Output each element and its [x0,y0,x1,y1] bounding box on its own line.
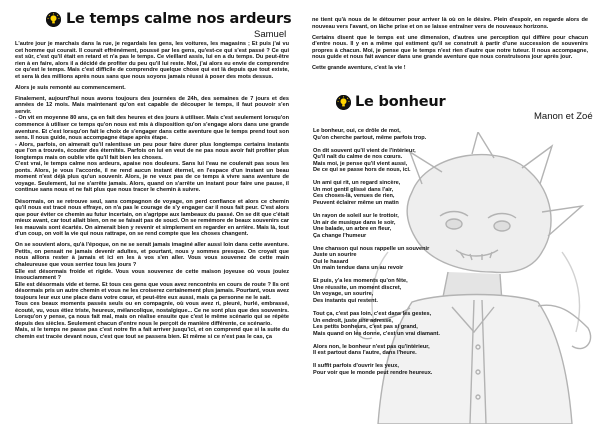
poem-line: Un ami qui rit, un regard sincère, [313,180,401,187]
poem-line: Alors non, le bonheur n'est pas qu'intérieur, [313,343,430,350]
poem-line: Juste un sourire [313,252,357,259]
paragraph: On se souvient alors, qu'à l'époque, on ne se serait jamais imaginé aller aussi loin dans cette aventure. Petits, on pensait ne jamais devenir adultes, et pourtant, nous y sommes presque. On croyait que nous allions rester à jamais et ici en les à vos s'en aller. Vous vous souvenez de cette main chaleureuse que vous serriez tous les jours ? Elle est désormais froide et rigide. Vous vous souvenez de cette maison joyeuse où vous jouiez insouciamment ? Elle est désormais vide et terne. Et tous ces gens que vous avez rencontrés en cours de route ? Ils ont désormais pris un autre chemin et vous ne les croiserez certainement plus jamais. Pourtant, vous avez toujours leur eux une place dans votre cœur, et peut-être eux aussi, mais ça personne ne le sait. Tous ces beaux moments passés seuls ou en compagnie, où vous avez ri, pleuré, hurlé, embrassé, écouté, vu, vous étiez triste, heureux, mélancolique, nostalgique... Ce ne sont plus que des souvenirs. Lorsqu'on y pense, ça nous fait mal, mais on réalise ensuite que c'est le même scénario qui se répète depuis des siècles. Seulement chacun d'entre nous le perçoit de manière différente, ce scénario. Mais, si le temps ne passe pas c'est notre fin a fait arriver jusqu'ici, et on comprend que si la suite du chemin est tracée devant nous, c'est que tout se passera bien. Et même si ce n'est pas le cas, ça [15,242,289,340]
poem-line: Un mot gentil glissé dans l'air, [313,186,394,193]
poem-stanza [313,344,513,357]
lightbulb-icon [46,12,61,27]
right-page [300,0,600,424]
poem-line: Une balade, un arbre en fleur, [313,226,392,233]
poem-line: Le bonheur, oui, ce drôle de mot, [313,128,401,134]
poem-stanza [313,278,513,304]
poem-body [313,128,513,383]
poem-line: Tout ça, c'est pas loin, c'est dans les gestes, [313,311,432,318]
poem-line: Un endroit, juste une adresse, [313,317,393,324]
poem-line: Il suffit parfois d'ouvrir les yeux, [313,363,399,370]
poem-line: Oui le hasard [313,258,349,265]
paragraph: Alors je suis remonté au commencement. [15,84,126,91]
poem-line: Un voyage, un sourire, [313,291,374,298]
poem-stanza [313,213,513,239]
poem-line: Qu'il naît du calme de nos cœurs. [313,154,403,161]
poem-line: Ça change l'humeur [313,232,367,239]
poem-line: De ce qui se passe hors de nous, ici. [313,167,411,174]
poem-stanza [313,363,513,376]
article-author: Samuel [254,29,287,40]
poem-line: Mais quand on les donne, c'est un vrai diamant. [313,330,440,337]
poem-line: On dit souvent qu'il vient de l'intérieur, [313,147,416,154]
poem-authors: Manon et Zoé [534,111,593,122]
poem-line: Qu'on cherche partout, même parfois trop. [313,134,427,141]
poem-stanza [313,148,513,174]
poem-line: Un air de musique dans le soir, [313,219,396,226]
paragraph: Cette grande aventure, c'est la vie ! [312,65,406,72]
poem-stanza [313,246,513,272]
poem-stanza [313,311,513,337]
poem-line: Pour voir que le monde peut rendre heureux. [313,369,433,376]
paragraph: L'autre jour je marchais dans la rue, je regardais les gens, les voitures, les magasins ; Et puis j'ai vu cet homme qui courait. Il courait effrénément, poussé par les gens, qu'est-ce qui s'est passé ? Ce qui est sûr, c'est qu'il était en retard et n'a pas le temps. Ce vieillard assis, lui en a du temps. Du peut-être rien à en faire, alors il a décidé de profiter du peu qu'il lui reste. Moi, j'ai alors eu envie de comprendre ce qu'est le temps. Mais c'est difficile de comprendre quelque chose qui est là depuis que tout existe, et sera là des millions après nous sans que nous soyons jamais réussi à poser des mots dessus. [15,41,289,80]
article-continuation [312,17,588,76]
article-title: Le temps calme nos ardeurs [66,11,292,27]
poem-line: Une réussite, un moment discret, [313,284,402,291]
poem-line: Et puis, y'a les moments qu'on fête, [313,278,408,285]
paragraph: Finalement, aujourd'hui nous avons toujours des journées de 24h, des semaines de 7 jours et des années de 12 mois. Mais maintenant qu'on est capable de découper le temps, il faut pouvoir s'en servir. - On vit en moyenne 80 ans, ça en fait des heures et des jours à utiliser. Mais c'est seulement lorsqu'on commence à utiliser ce temps qu'on nous est mis à disposition qu'on s'engage alors dans une grande aventure. Et c'est lorsqu'on fait le choix de s'engager dans cette aventure que le temps prend tout son sens. Il nous guide, nous accompagne étape après étape. - Alors, parfois, on aimerait qu'il ralentisse un peu pour faire durer plus longtemps certains instants que l'on a trouvés, écouter des éternités. Parfois on lui en veut de ne pas nous avoir fait profiter plus longtemps mais on oublie vite qu'il fait bien les choses. C'est vrai, le temps calme nos ardeurs, apaise nos douleurs. Sans lui l'eau ne coulerait pas sous les ponts. Alors, je vous l'accorde, il ne rend aucun instant éternel, en l'espace d'un instant un beau moment n'est déjà plus qu'un souvenir. Alors, je ne veux pas de ce temps à vivre sans aventure de voyage. Seulement, lui ne s'arrête jamais. Alors, quand on s'arrête un instant pour faire une pause, il continue sans nous et ne fait plus que nous tracer le chemin à suivre. [15,95,289,194]
poem-line: Un main tendue dans un au revoir [313,265,404,272]
article-body [15,41,289,345]
lightbulb-icon [336,95,351,110]
poem-stanza [313,180,513,206]
poem-line: Des instants qui restent. [313,297,378,304]
paragraph: ne tient qu'à nous de le détourner pour arriver là où on le désire. Plein d'espoir, en regarde alors de nouveau vers l'avant, on lâche prise et on se laisse entraîner vers de nouveaux horizons. [312,17,588,30]
paragraph: Désormais, on se retrouve seul, sans compagnon de voyage, on perd confiance et alors ce chemin qu'il nous est tracé nous effraye, on n'a pas le courage de s'y engager car il nous fait peur. C'est alors que pour éviter ce chemin au futur incertain, on s'agrippe aux lambeaux du passé. On se dit que c'était mieux avant, car tout allait bien, on ne se faisait pas de souci. On se remémore de beaux souvenirs car les mauvais sont écartés. On aimerait bien y revenir et simplement en regarder en arrière. Mais là, tout d'un coup, on voit la vie qui nous rattrape, on se rend compte que les choses changent. [15,198,289,238]
poem-line: Un rayon de soleil sur le trottoir, [313,212,399,219]
poem-line: Ces choses-là, venues de rien, [313,193,395,200]
paragraph: Certains disent que le temps est une dimension, d'autres une perception qui diffère pour chacun d'entre nous. Il y en a même qui estiment qu'il se construit à partir d'une succession de souvenirs propres à chacun. Moi, je pense que le temps n'est rien d'autre que notre tuteur. Il nous accompagne, nous guide et nous fait avancer dans une grande aventure que nous construisons jour après jour. [312,34,588,61]
poem-stanza [313,128,513,141]
poem-line: Une chanson qui nous rappelle un souvenir [313,245,430,252]
poem-line: Peuvent éclairer même un matin [313,199,399,206]
poem-line: Les petits bonheurs, c'est pas si grand, [313,324,418,331]
poem-line: Mais moi, je pense qu'il vient aussi, [313,160,408,167]
poem-line: Il est partout dans l'autre, dans l'heure. [313,350,417,357]
poem-title: Le bonheur [355,94,446,110]
